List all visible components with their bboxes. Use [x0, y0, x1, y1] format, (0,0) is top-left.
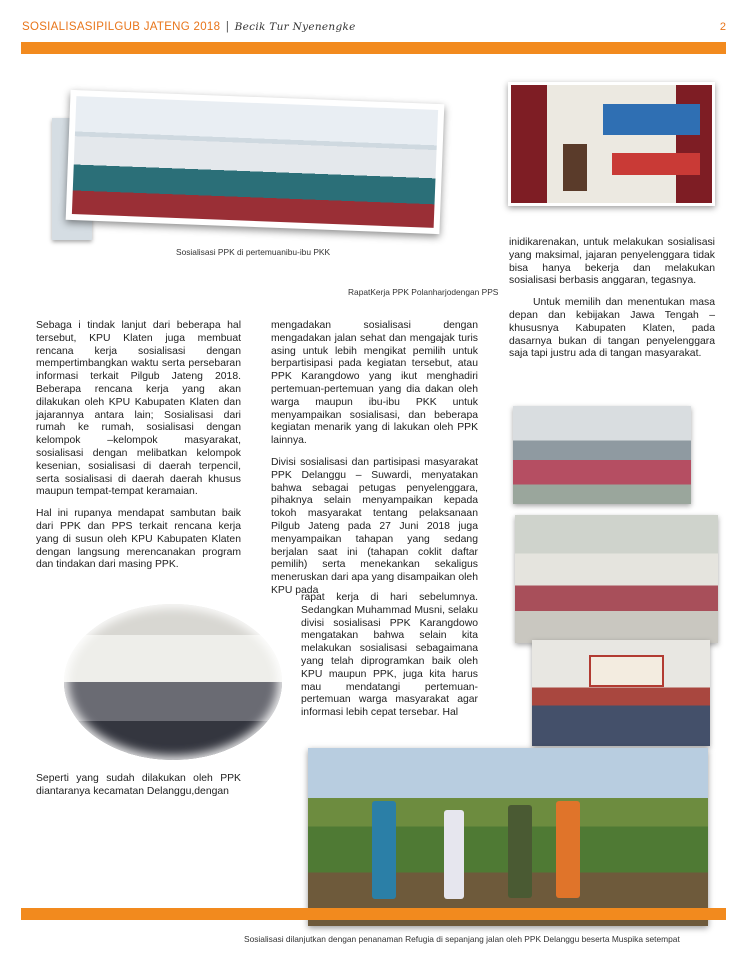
col1-paragraph-2: Hal ini rupanya mendapat sambutan baik dari PPK dan PPS terkait rencana kerja yang di susun oleh KPU Kabupaten Klaten dengan langsung merencanakan program dan tindakan dari masing PPK.	[36, 508, 241, 571]
header-separator: |	[225, 21, 230, 33]
photo-rapat-kerja	[508, 82, 715, 206]
photo-pkk-meeting	[66, 90, 445, 234]
photo-hall-gathering-3	[532, 640, 710, 746]
column-1-text-tail	[36, 773, 241, 808]
bottom-accent-bar	[21, 908, 726, 920]
photo-pkk-image	[72, 96, 438, 228]
photo-refugia-planting	[308, 748, 708, 926]
col1-paragraph-3: Seperti yang sudah dilakukan oleh PPK diantaranya kecamatan Delanggu,dengan	[36, 773, 241, 797]
column-1-text	[36, 320, 241, 581]
page-header-title	[22, 21, 356, 33]
column-3-text	[509, 237, 715, 370]
header-tagline: Becik Tur Nyenengke	[234, 21, 356, 33]
photo-hall-gathering-1	[513, 406, 691, 504]
publication-title: SOSIALISASIPILGUB JATENG 2018	[22, 21, 221, 33]
col2-paragraph-2-continued: rapat kerja di hari sebelumnya. Sedangkan Muhammad Musni, selaku divisi sosialisasi PPK Karangdowo mengatakan bahwa selain kita melakukan sosialisasi sebagaimana yang telah diprogramkan baik oleh KPU maupun PPK, juga kita harus mau mendatangi pertemuan-pertemuan warga masyarakat agar informasi lebih cepat tersebar. Hal	[301, 592, 478, 719]
caption-refugia: Sosialisasi dilanjutkan dengan penanaman Refugia di sepanjang jalan oleh PPK Delanggu beserta Muspika setempat	[244, 934, 680, 944]
column-2-text	[271, 320, 478, 598]
col3-paragraph-1: inidikarenakan, untuk melakukan sosialisasi yang maksimal, jajaran penyelenggara tidak bisa hanya bekerja dan melakukan sosialisasi berbasis anggaran, tegasnya.	[509, 237, 715, 287]
col2-paragraph-2: Divisi sosialisasi dan partisipasi masyarakat PPK Delanggu – Suwardi, menyatakan bahwa sebagai petugas penyelenggara, pihaknya selain menyampaikan kepada tokoh masyarakat tentang pelaksanaan Pilgub Jateng pada 27 Juni 2018 juga menyampaikan tahapan yang sedang berjalan saat ini (tahapan coklit daftar pemilih) serta menekankan sekaligus meneruskan dari apa yang disampaikan oleh KPU pada	[271, 456, 478, 596]
photo-oval-meeting	[64, 604, 282, 760]
page-number: 2	[719, 21, 726, 33]
col3-paragraph-2: Untuk memilih dan menentukan masa depan dan kebijakan Jawa Tengah – khususnya Kabupaten Klaten, pada dasarnya bukan di tangan penyelenggara saja tapi justru ada di tangan masyarakat.	[509, 297, 715, 360]
column-2-text-continued	[301, 592, 478, 729]
photo-rapat-image	[511, 85, 712, 203]
top-accent-bar	[21, 42, 726, 54]
col2-paragraph-1: mengadakan sosialisasi dengan mengadakan jalan sehat dan mengajak turis asing untuk lebih mengikat pemilih untuk berpartisipasi pada kegiatan tersebut, atau PPK Karangdowo yang ikut menghadiri pertemuan-pertemuan yang dia dakan oleh warga maupun ibu-ibu PKK untuk menyampaikan sosialisasi, dan beberapa kegiatan menarik yang di lakukan oleh PPK lainnya.	[271, 320, 478, 447]
caption-pkk: Sosialisasi PPK di pertemuanibu-ibu PKK	[176, 247, 331, 257]
photo-hall-gathering-2	[515, 515, 718, 643]
caption-rapat: RapatKerja PPK Polanharjodengan PPS	[348, 287, 499, 297]
col1-paragraph-1: Sebaga i tindak lanjut dari beberapa hal tersebut, KPU Klaten juga membuat rencana kerja sosialisasi dengan mempertimbangkan waktu serta persebaran informasi terkait Pilgub Jateng 2018. Beberapa rencana kerja yang akan dilakukan oleh KPU Kabupaten Klaten dan jajarannya antara lain; Sosialisasi dari rumah ke rumah, sosialisasi dengan kelompok –kelompok masyarakat, sosialisasi dengan melibatkan kelompok kesenian, sosialisasi di daerah terpencil, serta sosialisasi di daerah daerah khusus maupun tempat-tempat keramaian.	[36, 320, 241, 498]
